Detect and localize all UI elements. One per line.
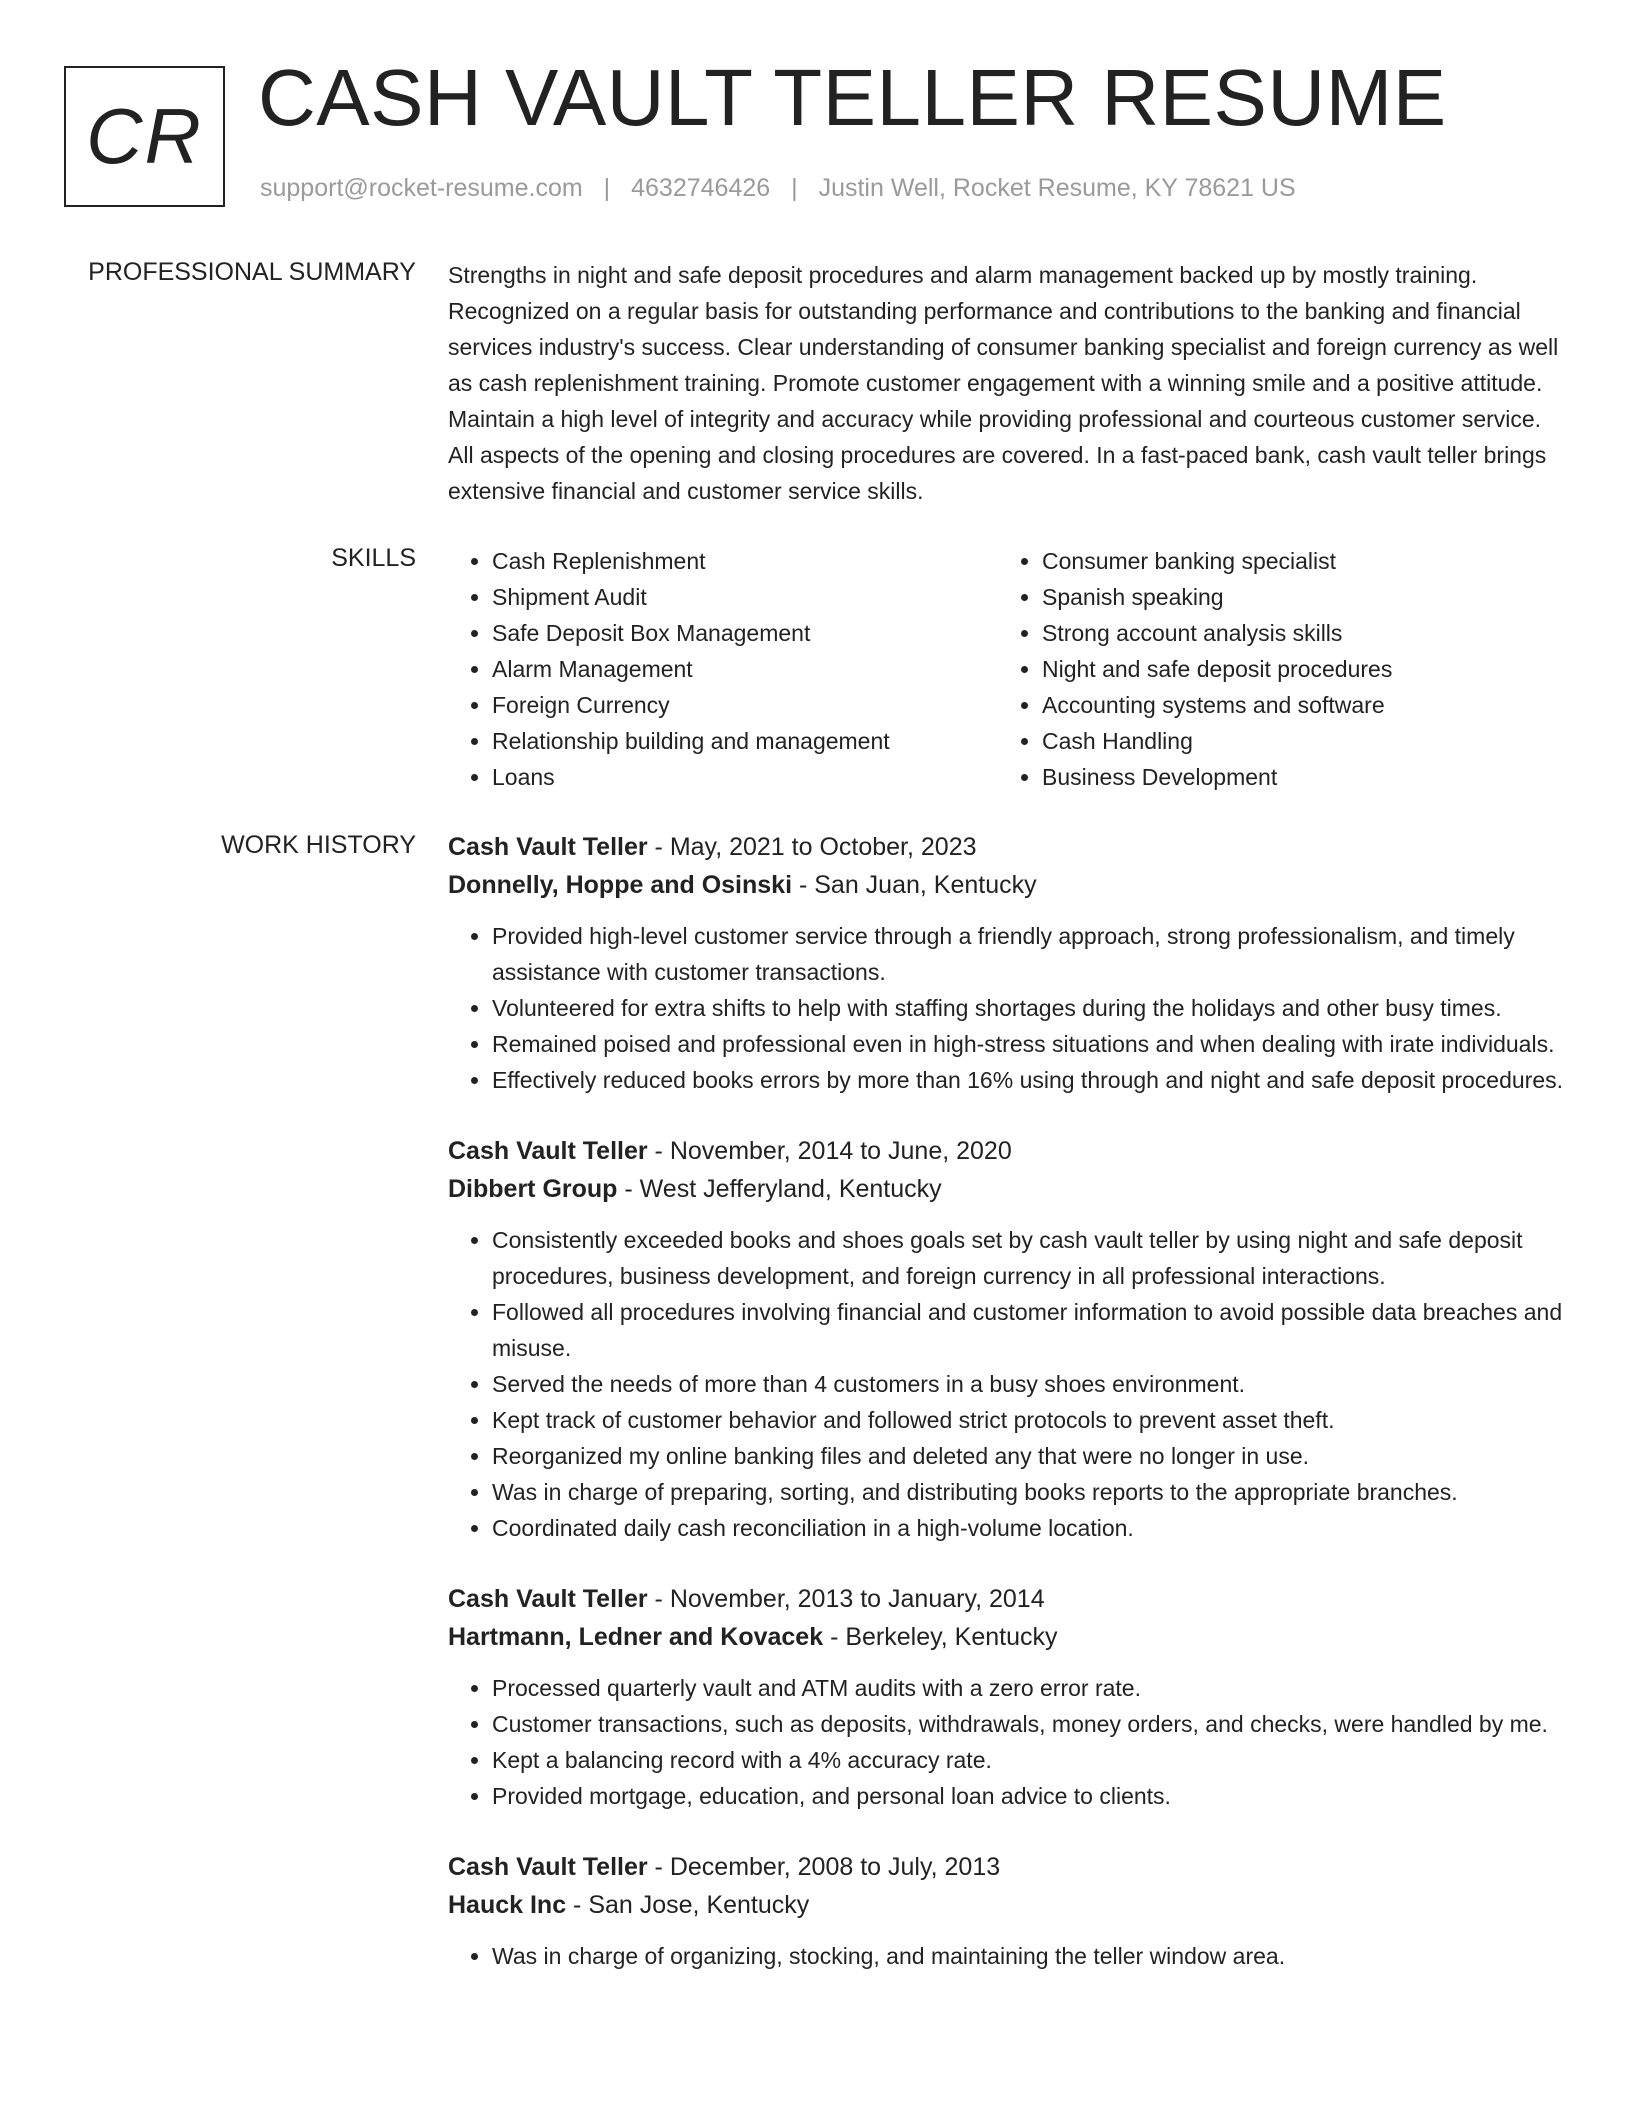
skill-item: • Shipment Audit: [492, 579, 998, 615]
monogram-logo: [64, 66, 225, 207]
job-bullet: • Was in charge of preparing, sorting, and distributing books reports to the appropriate branches.: [492, 1474, 1564, 1510]
job-bullet: • Remained poised and professional even in high-stress situations and when dealing with irate individuals.: [492, 1026, 1564, 1062]
job-dates: - November, 2013 to January, 2014: [647, 1585, 1045, 1613]
skills-list: [448, 543, 1564, 795]
job-bullets: [448, 1222, 1564, 1546]
skill-item: • Consumer banking specialist: [1042, 543, 1392, 579]
contact-separator: |: [791, 174, 798, 202]
contact-address: Justin Well, Rocket Resume, KY 78621 US: [818, 174, 1296, 202]
job-company: Dibbert Group: [448, 1175, 618, 1203]
skill-item: • Night and safe deposit procedures: [1042, 651, 1392, 687]
job-bullet: • Customer transactions, such as deposits, withdrawals, money orders, and checks, were handled by me.: [492, 1706, 1564, 1742]
resume-title: CASH VAULT TELLER RESUME: [258, 53, 1447, 142]
job-title: Cash Vault Teller: [448, 1853, 648, 1881]
job-bullets: [448, 918, 1564, 1098]
job-title-line: [448, 1132, 1564, 1170]
job-entry: [448, 1132, 1564, 1546]
job-bullet: • Reorganized my online banking files and deleted any that were no longer in use.: [492, 1438, 1564, 1474]
skill-item: • Cash Handling: [1042, 723, 1392, 759]
skill-item: • Safe Deposit Box Management: [492, 615, 998, 651]
job-title: Cash Vault Teller: [448, 833, 648, 861]
job-company-line: [448, 1886, 1564, 1924]
job-title-line: [448, 1848, 1564, 1886]
monogram-initials: CR: [86, 92, 203, 180]
job-title: Cash Vault Teller: [448, 1585, 648, 1613]
job-company-line: [448, 1170, 1564, 1208]
job-company-line: [448, 1618, 1564, 1656]
skills-column-2: [998, 543, 1392, 795]
job-bullet: • Was in charge of organizing, stocking, and maintaining the teller window area.: [492, 1938, 1564, 1974]
job-company: Donnelly, Hoppe and Osinski: [448, 871, 793, 899]
job-dates: - May, 2021 to October, 2023: [647, 833, 977, 861]
job-entry: [448, 1848, 1564, 1974]
contact-separator: |: [603, 174, 611, 202]
job-bullet: • Consistently exceeded books and shoes goals set by cash vault teller by using night and safe deposit procedures, business development, and foreign currency in all professional interactions.: [492, 1222, 1564, 1294]
contact-line: [260, 174, 1296, 203]
section-label-summary: PROFESSIONAL SUMMARY: [88, 258, 416, 286]
job-bullet: • Kept a balancing record with a 4% accuracy rate.: [492, 1742, 1564, 1778]
job-bullet: • Served the needs of more than 4 customers in a busy shoes environment.: [492, 1366, 1564, 1402]
job-bullet: • Volunteered for extra shifts to help with staffing shortages during the holidays and other busy times.: [492, 990, 1564, 1026]
contact-phone[interactable]: 4632746426: [631, 174, 771, 202]
job-dates: - November, 2014 to June, 2020: [647, 1137, 1012, 1165]
job-bullet: • Coordinated daily cash reconciliation in a high-volume location.: [492, 1510, 1564, 1546]
skill-item: • Spanish speaking: [1042, 579, 1392, 615]
job-bullet: • Provided mortgage, education, and personal loan advice to clients.: [492, 1778, 1564, 1814]
skills-column-1: [448, 543, 998, 795]
skill-item: • Strong account analysis skills: [1042, 615, 1392, 651]
job-bullet: • Provided high-level customer service through a friendly approach, strong professionalism, and timely assistance with customer transactions.: [492, 918, 1564, 990]
job-bullets: [448, 1670, 1564, 1814]
section-label-work-history: WORK HISTORY: [221, 831, 416, 859]
job-company-line: [448, 866, 1564, 904]
job-title-line: [448, 1580, 1564, 1618]
job-company: Hartmann, Ledner and Kovacek: [448, 1623, 824, 1651]
skill-item: • Loans: [492, 759, 998, 795]
job-list: [448, 828, 1564, 2008]
job-location: - Berkeley, Kentucky: [823, 1623, 1058, 1651]
job-bullet: • Followed all procedures involving financial and customer information to avoid possible data breaches and misuse.: [492, 1294, 1564, 1366]
job-entry: [448, 828, 1564, 1098]
skill-item: • Accounting systems and software: [1042, 687, 1392, 723]
job-title-line: [448, 828, 1564, 866]
job-company: Hauck Inc: [448, 1891, 567, 1919]
job-bullet: • Kept track of customer behavior and followed strict protocols to prevent asset theft.: [492, 1402, 1564, 1438]
job-bullet: • Processed quarterly vault and ATM audits with a zero error rate.: [492, 1670, 1564, 1706]
section-label-skills: SKILLS: [331, 544, 416, 572]
summary-text: Strengths in night and safe deposit procedures and alarm management backed up by mostly training. Recognized on a regular basis for outstanding performance and contributions to the banking and financial services industry's success. Clear understanding of consumer banking specialist and foreign currency as well as cash replenishment training. Promote customer engagement with a winning smile and a positive attitude. Maintain a high level of integrity and accuracy while providing professional and courteous customer service. All aspects of the opening and closing procedures are covered. In a fast-paced bank, cash vault teller brings extensive financial and customer service skills.: [448, 262, 1559, 504]
job-dates: - December, 2008 to July, 2013: [647, 1853, 1001, 1881]
skill-item: • Alarm Management: [492, 651, 998, 687]
skill-item: • Business Development: [1042, 759, 1392, 795]
job-bullet: • Effectively reduced books errors by more than 16% using through and night and safe deposit procedures.: [492, 1062, 1564, 1098]
job-entry: [448, 1580, 1564, 1814]
job-title: Cash Vault Teller: [448, 1137, 648, 1165]
contact-email[interactable]: support@rocket-resume.com: [260, 174, 583, 202]
job-location: - San Jose, Kentucky: [566, 1891, 810, 1919]
skill-item: • Foreign Currency: [492, 687, 998, 723]
skill-item: • Relationship building and management: [492, 723, 998, 759]
job-location: - West Jefferyland, Kentucky: [617, 1175, 942, 1203]
skill-item: • Cash Replenishment: [492, 543, 998, 579]
job-bullets: [448, 1938, 1564, 1974]
job-location: - San Juan, Kentucky: [792, 871, 1037, 899]
